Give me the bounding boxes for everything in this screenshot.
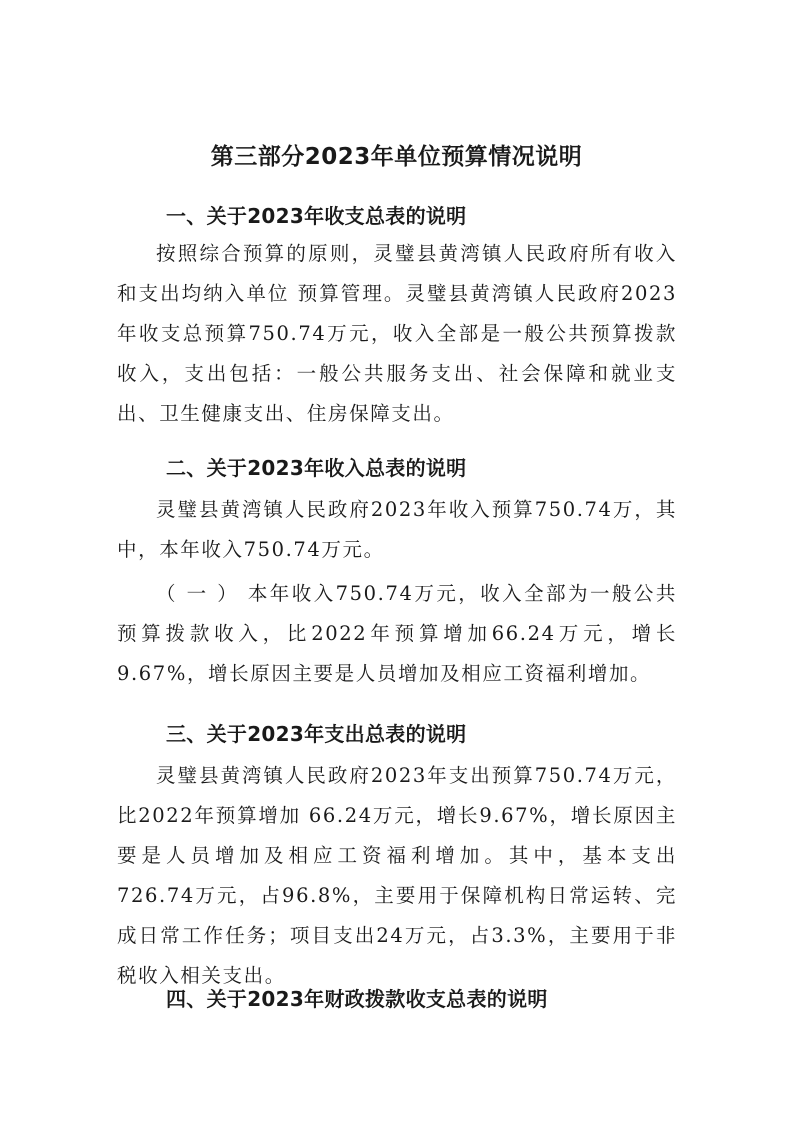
section-4-heading: 四、关于2023年财政拨款收支总表的说明 (166, 987, 548, 1011)
section-2-paragraph-1: 灵璧县黄湾镇人民政府2023年收入预算750.74万，其中，本年收入750.74万元。 (117, 498, 677, 561)
page-title: 第三部分2023年单位预算情况说明 (210, 144, 583, 170)
section-2-paragraph-2: （ 一 ） 本年收入750.74万元，收入全部为一般公共预算拨款收入，比2022年预算增加66.24万元，增长9.67%，增长原因主要是人员增加及相应工资福利增加。 (117, 582, 677, 685)
section-1-paragraph-1: 按照综合预算的原则，灵璧县黄湾镇人民政府所有收入和支出均纳入单位 预算管理。灵璧县黄湾镇人民政府2023年收支总预算750.74万元，收入全部是一般公共预算拨款收入，支出包括：一般公共服务支出、社会保障和就业支出、卫生健康支出、住房保障支出。 (117, 242, 677, 425)
section-3-heading: 三、关于2023年支出总表的说明 (166, 722, 467, 746)
section-3-paragraph-1: 灵璧县黄湾镇人民政府2023年支出预算750.74万元，比2022年预算增加 66.24万元，增长9.67%，增长原因主要是人员增加及相应工资福利增加。其中，基本支出726.74万元，占96.8%，主要用于保障机构日常运转、完成日常工作任务；项目支出24万元，占3.3%，主要用于非税收入相关支出。 (117, 764, 677, 987)
section-1-heading: 一、关于2023年收支总表的说明 (166, 204, 467, 228)
section-2-heading: 二、关于2023年收入总表的说明 (166, 456, 467, 480)
